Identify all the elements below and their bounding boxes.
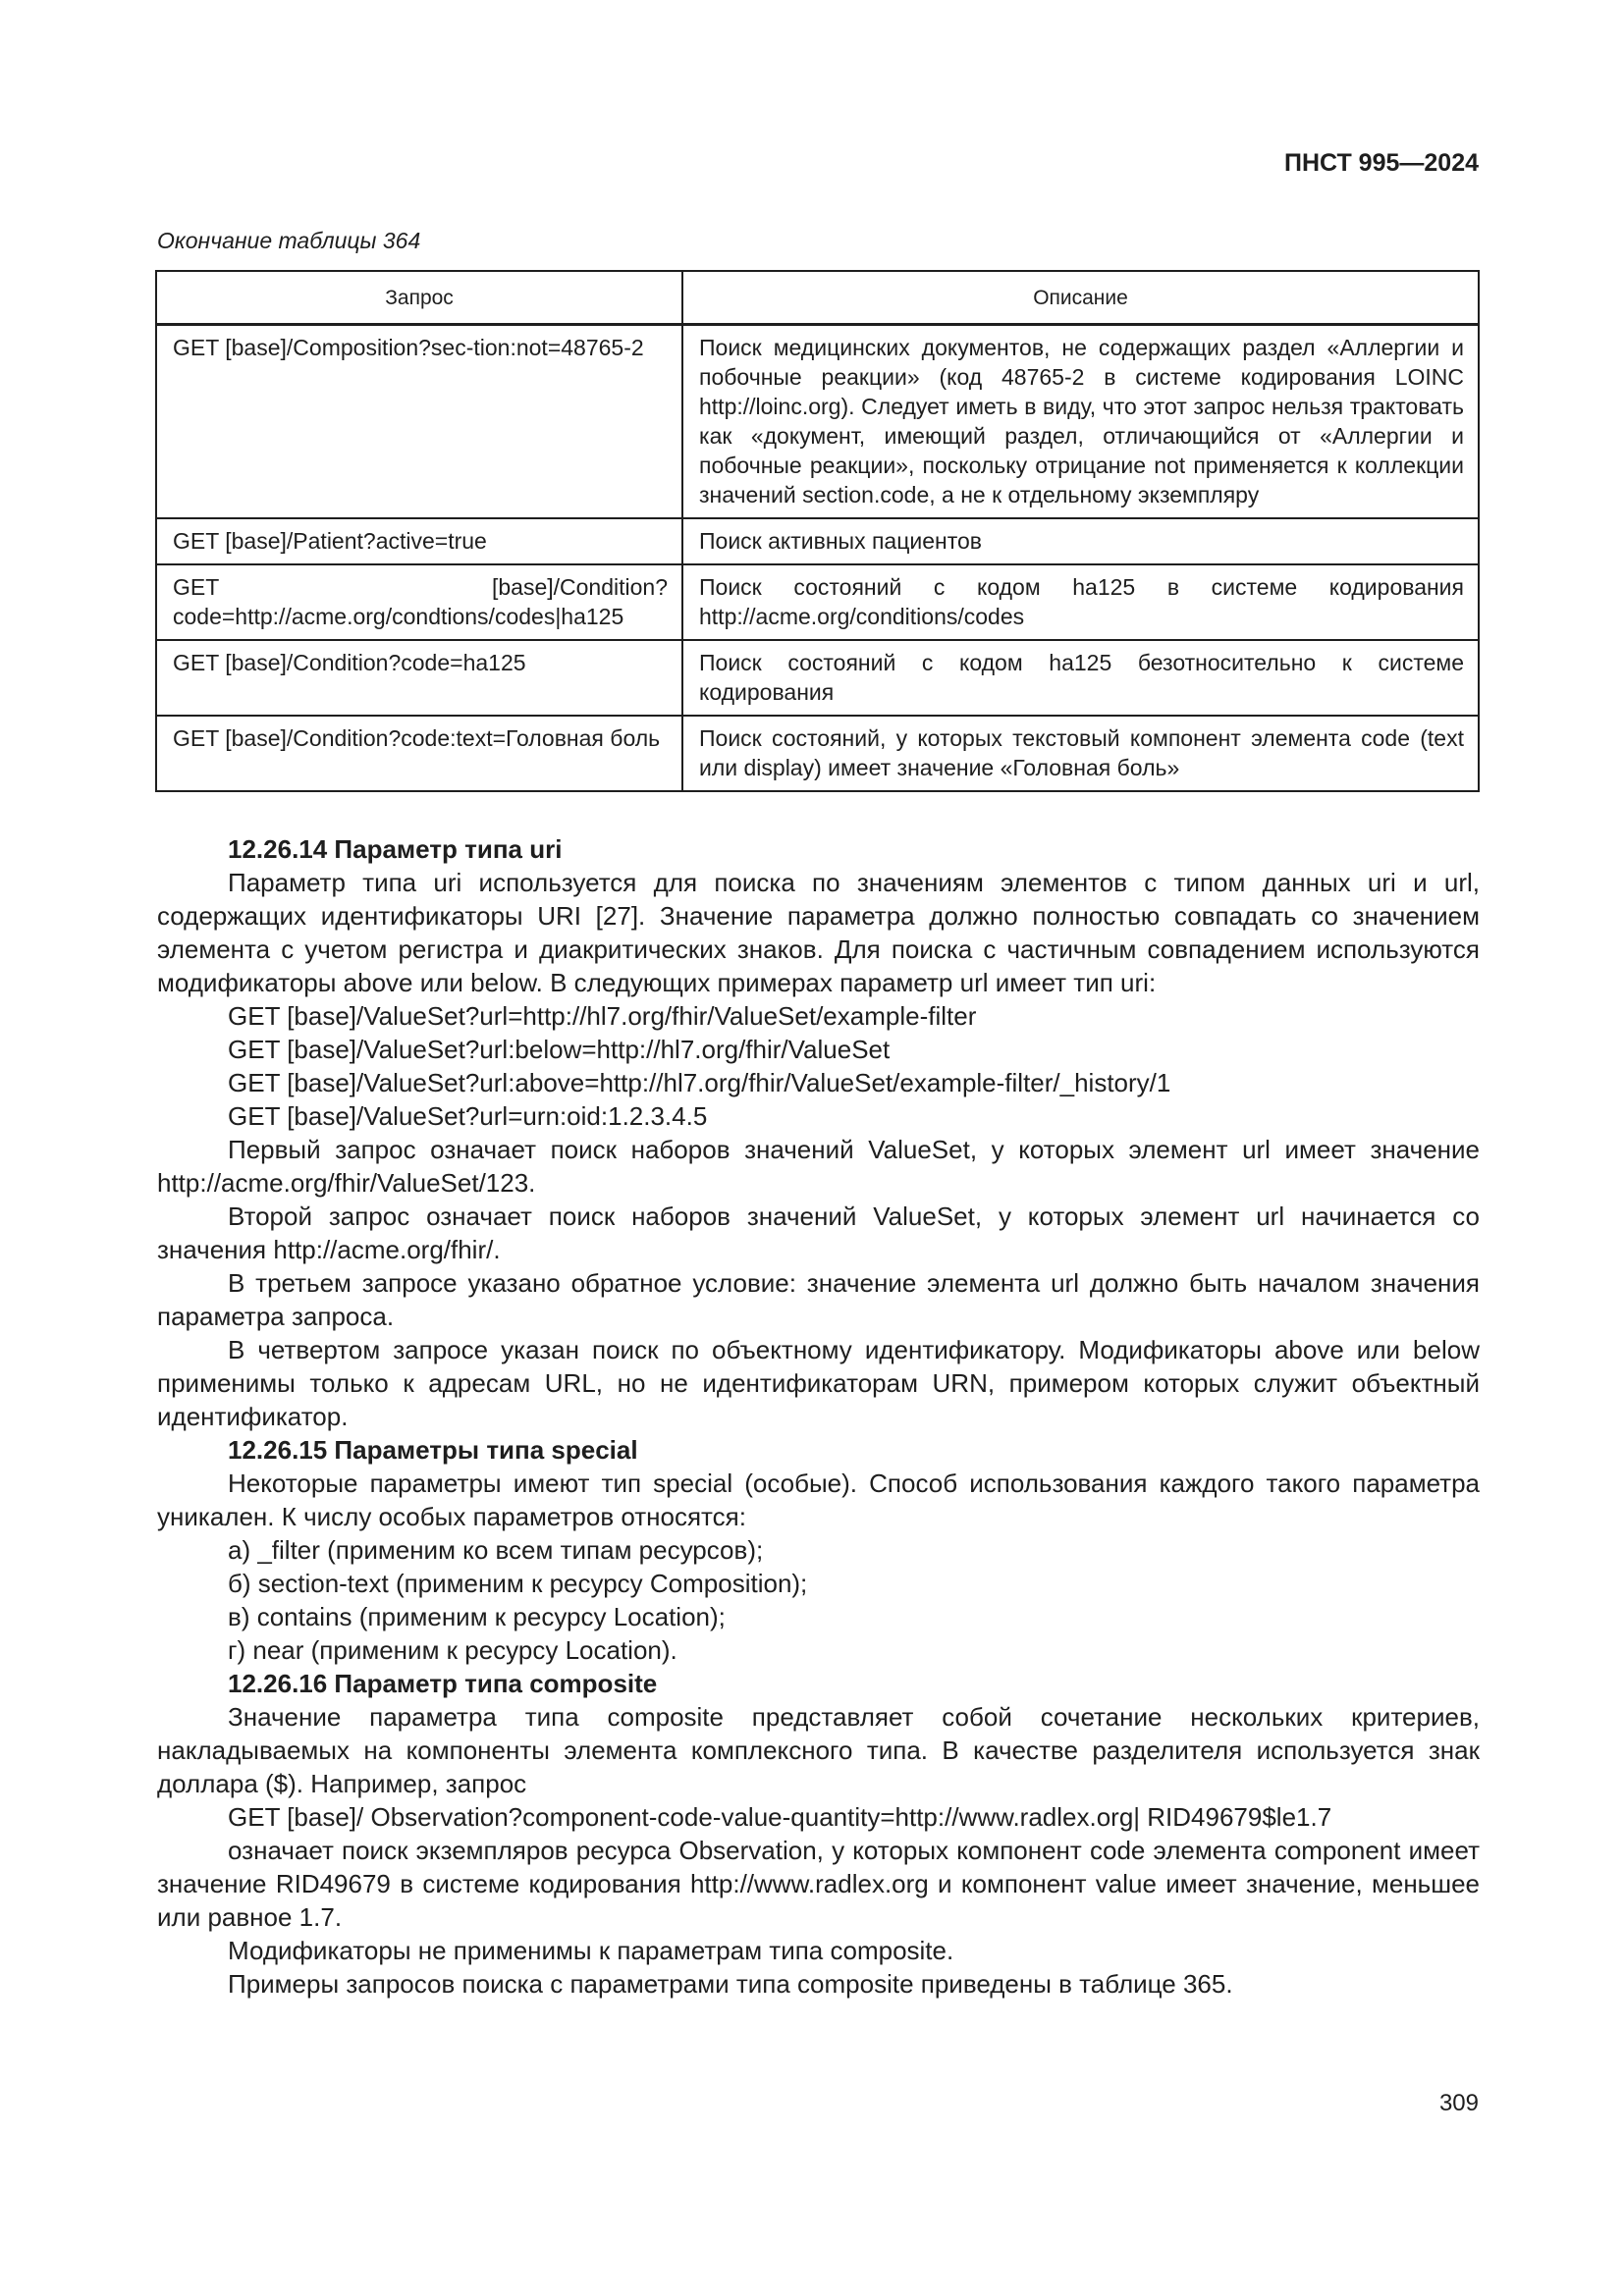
table-row bbox=[156, 518, 1479, 564]
paragraph: Второй запрос означает поиск наборов значений ValueSet, у которых элемент url начинается со значения http://acme.org/fhir/. bbox=[157, 1201, 1480, 1264]
request-cell: GET [base]/Condition?code=http://acme.org/condtions/codes|ha125 bbox=[156, 564, 682, 640]
code-example: GET [base]/ValueSet?url=urn:oid:1.2.3.4.5 bbox=[228, 1101, 708, 1131]
column-header-request: Запрос bbox=[156, 271, 682, 325]
list-item: а) _filter (применим ко всем типам ресурсов); bbox=[228, 1535, 764, 1565]
table-row bbox=[156, 640, 1479, 716]
body-text bbox=[157, 832, 1480, 2001]
table-header-row bbox=[156, 271, 1479, 325]
description-cell: Поиск состояний с кодом ha125 в системе кодирования http://acme.org/conditions/codes bbox=[682, 564, 1479, 640]
section-heading-composite: 12.26.16 Параметр типа composite bbox=[228, 1669, 658, 1698]
code-example: GET [base]/ValueSet?url=http://hl7.org/fhir/ValueSet/example-filter bbox=[228, 1001, 977, 1031]
section-heading-uri: 12.26.14 Параметр типа uri bbox=[228, 834, 563, 864]
description-cell: Поиск медицинских документов, не содержащих раздел «Аллергии и побочные реакции» (код 48765-2 в системе кодирования LOINC http://loinc.org). Следует иметь в виду, что этот запрос нельзя трактовать как «документ, имеющий раздел, отличающийся от «Аллергии и побочные реакции», поскольку отрицание not применяется к коллекции значений section.code, а не к отдельному экземпляру bbox=[682, 325, 1479, 519]
table-row bbox=[156, 564, 1479, 640]
page-number: 309 bbox=[1438, 2090, 1479, 2116]
code-example: GET [base]/ValueSet?url:below=http://hl7.org/fhir/ValueSet bbox=[228, 1035, 891, 1064]
paragraph: означает поиск экземпляров ресурса Observation, у которых компонент code элемента component имеет значение RID49679 в системе кодирования http://www.radlex.org и компонент value имеет значение, меньшее или равное 1.7. bbox=[157, 1836, 1480, 1932]
paragraph: В четвертом запросе указан поиск по объектному идентификатору. Модификаторы above или below применимы только к адресам URL, но не идентификаторам URN, примером которых служит объектный идентификатор. bbox=[157, 1335, 1480, 1431]
request-cell: GET [base]/Condition?code=ha125 bbox=[156, 640, 682, 716]
list-item: г) near (применим к ресурсу Location). bbox=[228, 1635, 677, 1665]
paragraph: Примеры запросов поиска с параметрами типа composite приведены в таблице 365. bbox=[228, 1969, 1233, 1999]
table-row bbox=[156, 325, 1479, 519]
paragraph: Модификаторы не применимы к параметрам типа composite. bbox=[228, 1936, 954, 1965]
section-heading-special: 12.26.15 Параметры типа special bbox=[228, 1435, 638, 1465]
paragraph: В третьем запросе указано обратное условие: значение элемента url должно быть началом значения параметра запроса. bbox=[157, 1268, 1480, 1331]
paragraph: Некоторые параметры имеют тип special (особые). Способ использования каждого такого параметра уникален. К числу особых параметров относятся: bbox=[157, 1468, 1480, 1531]
search-examples-table bbox=[155, 270, 1480, 792]
code-example: GET [base]/ValueSet?url:above=http://hl7.org/fhir/ValueSet/example-filter/_history/1 bbox=[228, 1068, 1171, 1097]
description-cell: Поиск состояний с кодом ha125 безотносительно к системе кодирования bbox=[682, 640, 1479, 716]
column-header-description: Описание bbox=[682, 271, 1479, 325]
list-item: в) contains (применим к ресурсу Location); bbox=[228, 1602, 726, 1631]
request-cell: GET [base]/Patient?active=true bbox=[156, 518, 682, 564]
paragraph: Первый запрос означает поиск наборов значений ValueSet, у которых элемент url имеет значение http://acme.org/fhir/ValueSet/123. bbox=[157, 1135, 1480, 1198]
code-example: GET [base]/ Observation?component-code-value-quantity=http://www.radlex.org| RID49679$le1.7 bbox=[228, 1802, 1332, 1832]
table-row bbox=[156, 716, 1479, 791]
paragraph: Параметр типа uri используется для поиска по значениям элементов с типом данных uri и url, содержащих идентификаторы URI [27]. Значение параметра должно полностью совпадать со значением элемента с учетом регистра и диакритических знаков. Для поиска с частичным совпадением используются модификаторы above или below. В следующих примерах параметр url имеет тип uri: bbox=[157, 868, 1480, 997]
request-cell: GET [base]/Condition?code:text=Головная боль bbox=[156, 716, 682, 791]
description-cell: Поиск активных пациентов bbox=[682, 518, 1479, 564]
document-code: ПНСТ 995—2024 bbox=[1284, 149, 1479, 177]
table-caption: Окончание таблицы 364 bbox=[157, 228, 421, 253]
description-cell: Поиск состояний, у которых текстовый компонент элемента code (text или display) имеет значение «Головная боль» bbox=[682, 716, 1479, 791]
list-item: б) section-text (применим к ресурсу Composition); bbox=[228, 1569, 808, 1598]
request-cell: GET [base]/Composition?sec-tion:not=48765-2 bbox=[156, 325, 682, 519]
paragraph: Значение параметра типа composite представляет собой сочетание нескольких критериев, накладываемых на компоненты элемента комплексного типа. В качестве разделителя используется знак доллара ($). Например, запрос bbox=[157, 1702, 1480, 1798]
